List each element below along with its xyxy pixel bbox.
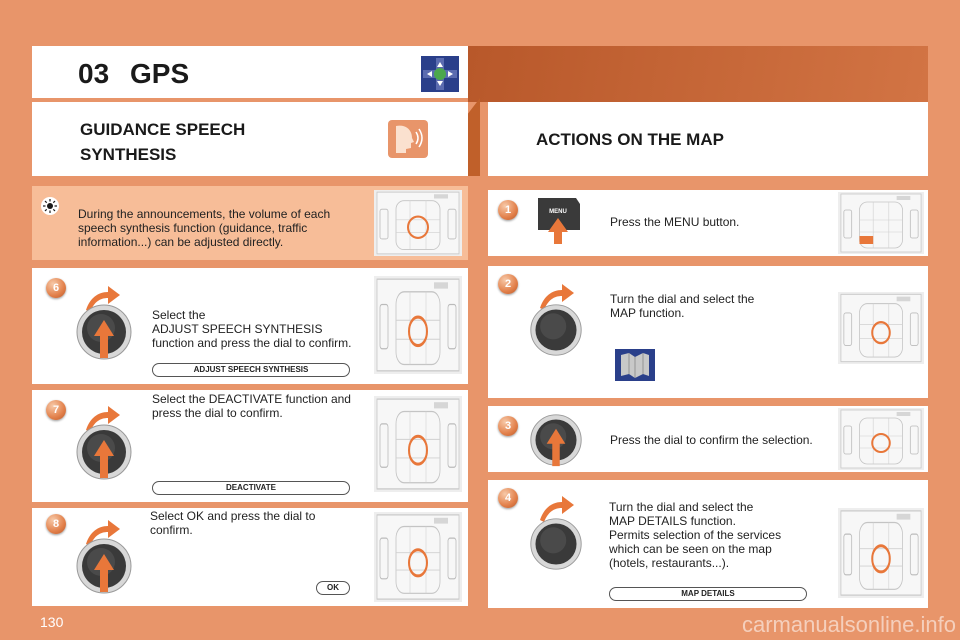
right-section-title: ACTIONS ON THE MAP: [536, 130, 724, 149]
screen-option-adjust-speech: ADJUST SPEECH SYNTHESIS: [152, 363, 350, 377]
screen-option-deactivate: DEACTIVATE: [152, 481, 350, 495]
chapter-title: GPS: [130, 58, 190, 89]
dial-knob-icon: [528, 516, 584, 572]
step-2-badge: 2: [498, 274, 518, 294]
step-4-text-line2: MAP DETAILS function.: [609, 514, 736, 528]
step-3-text-line1: Press the dial to confirm the selection.: [610, 433, 813, 447]
radio-panel-icon: [374, 396, 462, 492]
step-4-text-line5: (hotels, restaurants...).: [609, 556, 730, 570]
step-6-text-line1: Select the: [152, 308, 206, 322]
step-2-text-line1: Turn the dial and select the: [610, 292, 755, 306]
tip-text-line3: information...) can be adjusted directly.: [78, 235, 284, 249]
step-7-text-line2: press the dial to confirm.: [152, 406, 283, 420]
tip-text-line1: During the announcements, the volume of each: [78, 207, 331, 221]
header-accent-band: [468, 46, 928, 102]
step-6-text-line2: ADJUST SPEECH SYNTHESIS: [152, 322, 323, 336]
radio-panel-icon: [374, 190, 462, 256]
step-3-badge: 3: [498, 416, 518, 436]
step-4-text-line3: Permits selection of the services: [609, 528, 782, 542]
radio-panel-icon: [374, 512, 462, 602]
dial-knob-icon: [74, 422, 134, 482]
step-4-badge: 4: [498, 488, 518, 508]
tip-text-line2: speech synthesis function (guidance, traffic: [78, 221, 308, 235]
sun-tip-icon: [40, 196, 60, 216]
menu-button-icon: [534, 196, 582, 246]
step-8-text-line2: confirm.: [150, 523, 193, 537]
speech-head-icon: [388, 120, 428, 158]
step-2-text-line2: MAP function.: [610, 306, 685, 320]
step-4-text-line4: which can be seen on the map: [609, 542, 772, 556]
screen-option-map-details: MAP DETAILS: [609, 587, 807, 601]
step-4-text-line1: Turn the dial and select the: [609, 500, 754, 514]
screen-option-ok: OK: [316, 581, 350, 595]
radio-panel-icon: [838, 292, 924, 364]
watermark: carmanualsonline.info: [741, 612, 956, 637]
left-section-title-line1: GUIDANCE SPEECH: [80, 120, 246, 139]
step-7-badge: 7: [46, 400, 66, 420]
dial-knob-icon: [528, 302, 584, 358]
step-8-text-line1: Select OK and press the dial to: [150, 509, 316, 523]
step-1-badge: 1: [498, 200, 518, 220]
dial-knob-icon: [74, 536, 134, 596]
step-8-badge: 8: [46, 514, 66, 534]
radio-panel-icon: [838, 408, 924, 470]
radio-panel-icon: [838, 508, 924, 598]
step-6-text-line3: function and press the dial to confirm.: [152, 336, 352, 350]
chapter-number: 03: [78, 58, 110, 89]
step-6-badge: 6: [46, 278, 66, 298]
left-section-title-line2: SYNTHESIS: [80, 145, 177, 164]
radio-panel-icon: [838, 192, 924, 254]
step-1-text-line1: Press the MENU button.: [610, 215, 740, 229]
page-number: 130: [40, 614, 64, 630]
menu-button-label: MENU: [549, 209, 567, 215]
map-book-icon: [615, 349, 655, 381]
dial-knob-icon: [528, 412, 584, 468]
gps-crossroads-icon: [421, 56, 459, 92]
step-7-text-line1: Select the DEACTIVATE function and: [152, 392, 351, 406]
radio-panel-icon: [374, 276, 462, 374]
dial-knob-icon: [74, 302, 134, 362]
